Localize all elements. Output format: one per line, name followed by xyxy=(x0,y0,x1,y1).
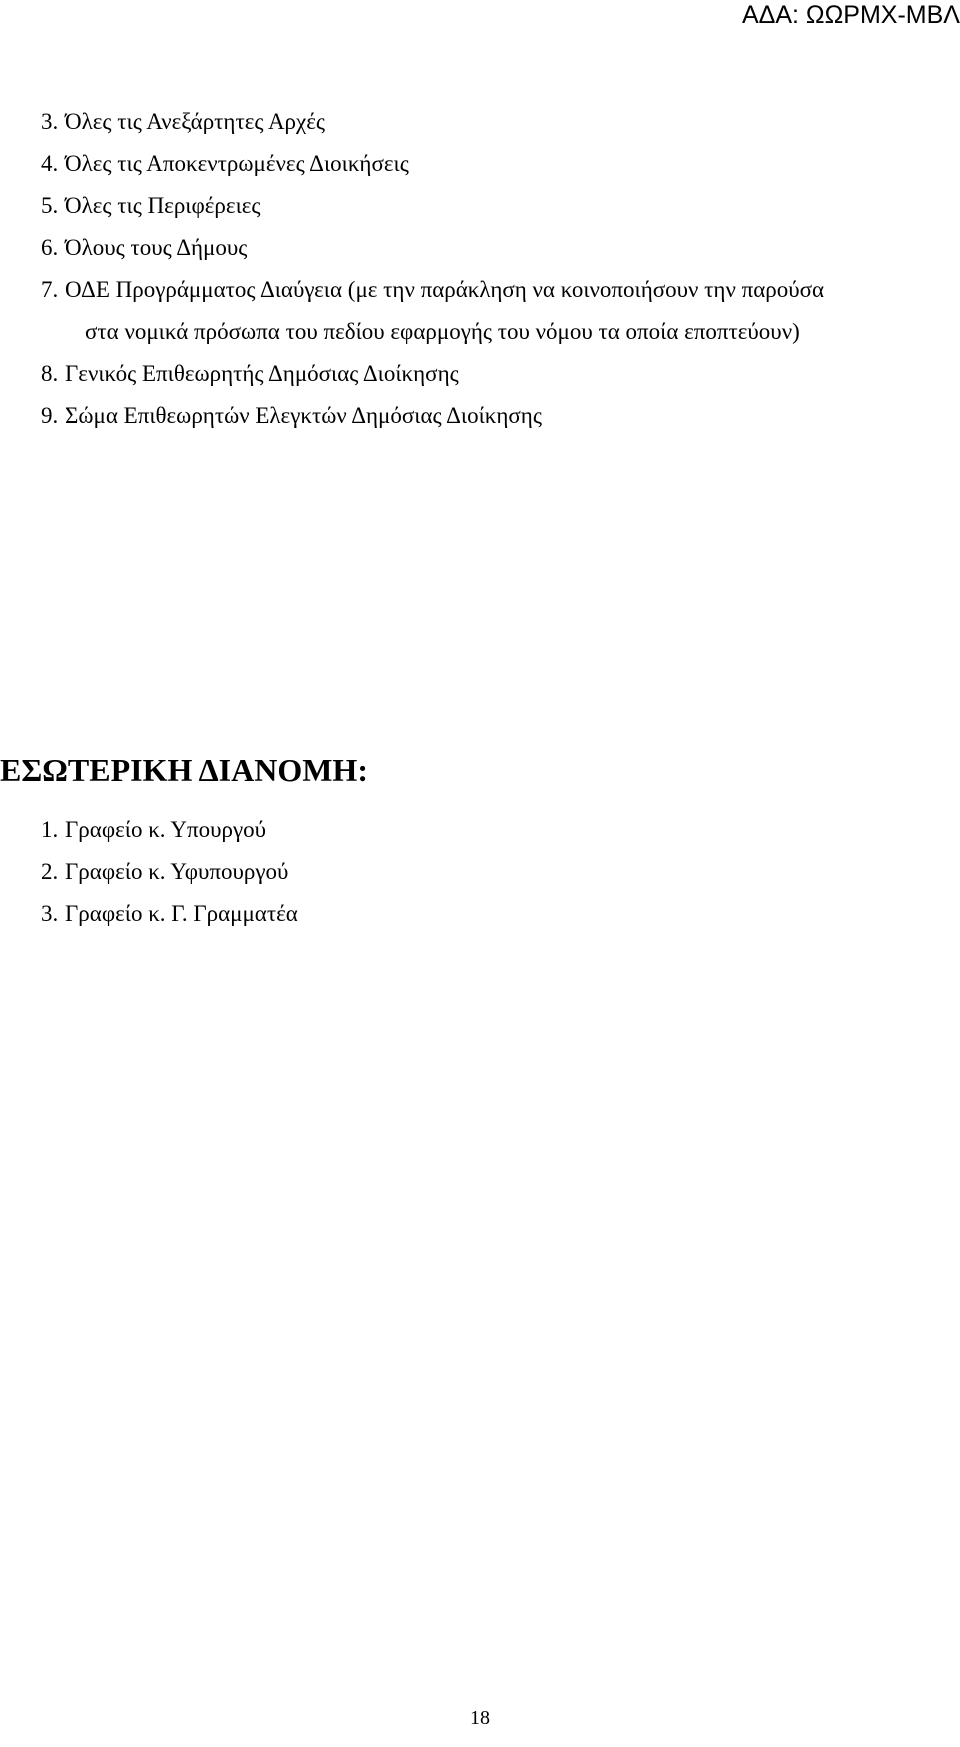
list-item xyxy=(0,185,960,227)
recipients-list xyxy=(0,101,960,437)
item-text: Όλες τις Αποκεντρωμένες Διοικήσεις xyxy=(65,151,409,176)
ada-code: ΑΔΑ: ΩΩΡΜΧ-ΜΒΛ xyxy=(741,1,960,29)
item-text: Όλες τις Περιφέρειες xyxy=(65,193,261,218)
item-number: 6. xyxy=(41,235,59,260)
list-item xyxy=(0,395,960,437)
item-number: 9. xyxy=(41,403,59,428)
list-item xyxy=(0,893,960,935)
list-item xyxy=(0,101,960,143)
item-number: 4. xyxy=(41,151,59,176)
item-number: 3. xyxy=(41,901,59,926)
item-text: Γραφείο κ. Γ. Γραμματέα xyxy=(65,901,298,926)
list-item xyxy=(0,809,960,851)
item-number: 5. xyxy=(41,193,59,218)
item-number: 2. xyxy=(41,859,59,884)
list-item xyxy=(0,353,960,395)
list-item xyxy=(0,851,960,893)
item-text: ΟΔΕ Προγράμματος Διαύγεια (με την παράκληση να κοινοποιήσουν την παρούσα xyxy=(65,277,825,302)
item-number: 8. xyxy=(41,361,59,386)
internal-distribution-list xyxy=(0,809,960,935)
item-text: Γενικός Επιθεωρητής Δημόσιας Διοίκησης xyxy=(65,361,459,386)
list-item xyxy=(0,143,960,185)
item-text: Όλες τις Ανεξάρτητες Αρχές xyxy=(65,109,326,134)
item-text: Γραφείο κ. Υφυπουργού xyxy=(65,859,289,884)
item-text: Γραφείο κ. Υπουργού xyxy=(65,817,267,842)
internal-distribution-heading: ΕΣΩΤΕΡΙΚΗ ΔΙΑΝΟΜΗ: xyxy=(0,752,368,788)
item-text: Όλους τους Δήμους xyxy=(65,235,248,260)
item-number: 7. xyxy=(41,277,59,302)
list-item xyxy=(0,269,960,353)
item-text-continued: στα νομικά πρόσωπα του πεδίου εφαρμογής του νόμου τα οποία εποπτεύουν) xyxy=(85,319,800,344)
item-text: Σώμα Επιθεωρητών Ελεγκτών Δημόσιας Διοίκησης xyxy=(65,403,542,428)
item-number: 1. xyxy=(41,817,59,842)
item-number: 3. xyxy=(41,109,59,134)
page-number: 18 xyxy=(470,1707,490,1729)
list-item xyxy=(0,227,960,269)
